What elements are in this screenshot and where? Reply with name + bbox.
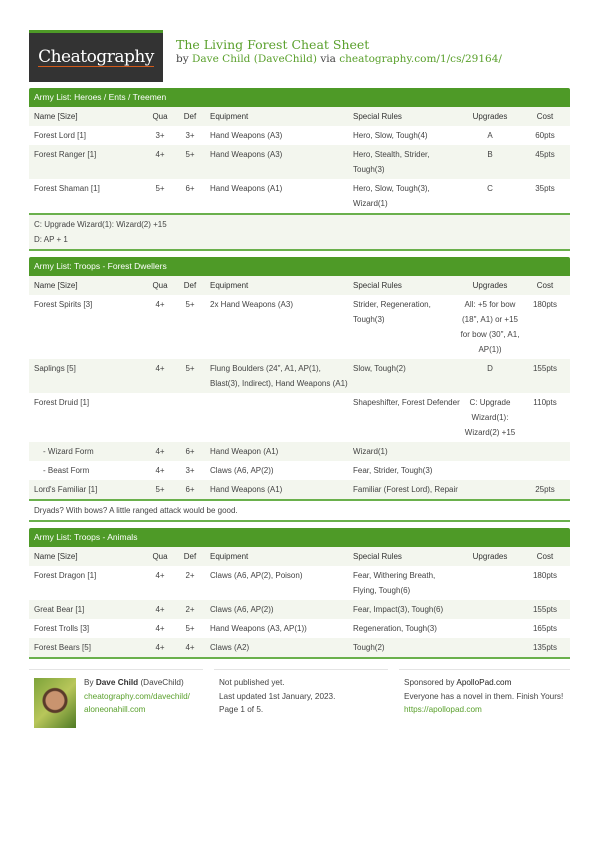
column-header: Qua xyxy=(152,552,168,561)
table-cell: Hand Weapons (A3) xyxy=(210,131,283,140)
table-cell: Forest Spirits [3] xyxy=(34,300,93,309)
column-header: Qua xyxy=(152,281,168,290)
table-cell: 4+ xyxy=(185,643,195,652)
column-header: Name [Size] xyxy=(34,281,78,290)
table-cell: 2+ xyxy=(185,605,195,614)
table-cell: Hand Weapon (A1) xyxy=(210,447,279,456)
table-cell xyxy=(460,442,520,461)
section-title: Army List: Troops - Forest Dwellers xyxy=(29,257,570,276)
table-cell: 3+ xyxy=(155,131,165,140)
table-cell: 6+ xyxy=(185,485,195,494)
table-cell xyxy=(520,461,570,480)
column-header: Qua xyxy=(152,112,168,121)
table-cell: 2x Hand Weapons (A3) xyxy=(210,300,294,309)
table-cell: Hand Weapons (A3, AP(1)) xyxy=(210,624,307,633)
table-cell: Claws (A6, AP(2)) xyxy=(210,605,274,614)
table-row xyxy=(29,600,570,619)
column-header: Special Rules xyxy=(353,552,402,561)
table-cell: Regeneration, Tough(3) xyxy=(353,624,437,633)
table-cell: Familiar (Forest Lord), Repair xyxy=(353,485,458,494)
author-website-link[interactable]: aloneonahill.com xyxy=(84,705,146,714)
section-animals xyxy=(29,528,570,659)
table-cell: All: +5 for bow (18", A1) or +15 for bow (30", A1, AP(1)) xyxy=(460,300,520,354)
table-cell: Forest Druid [1] xyxy=(34,398,90,407)
footer xyxy=(29,669,570,749)
table-cell: Forest Lord [1] xyxy=(34,131,87,140)
table-cell: C: Upgrade Wizard(1): Wizard(2) +15 xyxy=(464,398,516,437)
column-header: Special Rules xyxy=(353,112,402,121)
author-profile-link[interactable]: cheatography.com/davechild/ xyxy=(84,691,190,701)
table-cell: 2+ xyxy=(185,571,195,580)
author-link[interactable]: Dave Child (DaveChild) xyxy=(192,53,317,65)
table-row xyxy=(29,461,570,480)
table-cell: Tough(2) xyxy=(353,643,385,652)
section-notes xyxy=(29,213,570,251)
table-cell: 4+ xyxy=(155,447,165,456)
table-row xyxy=(29,393,570,442)
table-cell xyxy=(460,566,520,600)
table-cell: Forest Ranger [1] xyxy=(34,150,97,159)
table-cell: 4+ xyxy=(155,300,165,309)
last-updated: Last updated 1st January, 2023. xyxy=(219,691,336,701)
table-cell: Forest Dragon [1] xyxy=(34,571,97,580)
table-cell: 135pts xyxy=(532,643,558,652)
table-cell: Hand Weapons (A3) xyxy=(210,150,283,159)
table-cell xyxy=(145,393,175,442)
table-cell: 3+ xyxy=(185,131,195,140)
table-cell: Great Bear [1] xyxy=(34,605,85,614)
cheatography-logo[interactable] xyxy=(29,30,163,82)
logo-text: Cheatography xyxy=(38,47,154,67)
page-header xyxy=(0,0,600,88)
table-cell xyxy=(520,442,570,461)
army-table xyxy=(29,547,570,657)
table-cell: Slow, Tough(2) xyxy=(353,364,406,373)
table-cell: 4+ xyxy=(155,605,165,614)
section-divider xyxy=(29,657,570,659)
table-cell: 5+ xyxy=(155,184,165,193)
table-cell: 155pts xyxy=(532,605,558,614)
sheet-url-link[interactable]: cheatography.com/1/cs/29164/ xyxy=(339,53,502,65)
table-cell: 4+ xyxy=(155,150,165,159)
table-row xyxy=(29,359,570,393)
publish-status: Not published yet. xyxy=(219,678,285,687)
table-cell: Claws (A2) xyxy=(210,643,250,652)
author-handle: (DaveChild) xyxy=(140,678,184,687)
column-header: Def xyxy=(183,552,197,561)
table-cell: Hero, Slow, Tough(3), Wizard(1) xyxy=(353,184,430,208)
column-header: Upgrades xyxy=(472,552,508,561)
table-cell: Forest Bears [5] xyxy=(34,643,91,652)
table-cell: 5+ xyxy=(185,300,195,309)
army-table xyxy=(29,107,570,213)
table-cell: 3+ xyxy=(185,466,195,475)
table-cell: Claws (A6, AP(2)) xyxy=(210,466,274,475)
column-header: Equipment xyxy=(210,112,249,121)
footer-author xyxy=(29,669,203,717)
table-cell: Forest Trolls [3] xyxy=(34,624,90,633)
table-cell: 5+ xyxy=(185,150,195,159)
author-avatar xyxy=(34,678,76,728)
column-header: Cost xyxy=(536,112,554,121)
table-cell: 5+ xyxy=(185,624,195,633)
column-header: Equipment xyxy=(210,281,249,290)
table-row xyxy=(29,566,570,600)
table-row xyxy=(29,126,570,145)
table-cell: Strider, Regeneration, Tough(3) xyxy=(353,300,431,324)
column-header: Equipment xyxy=(210,552,249,561)
table-cell: Wizard(1) xyxy=(353,447,388,456)
sponsor-text: Everyone has a novel in them. Finish Yours! xyxy=(404,691,564,701)
author-by: By xyxy=(84,678,94,687)
table-cell: 25pts xyxy=(535,485,555,494)
table-cell: 6+ xyxy=(185,184,195,193)
table-cell: C xyxy=(487,184,493,193)
table-row xyxy=(29,145,570,179)
page-number: Page 1 of 5. xyxy=(219,705,264,714)
table-cell: Saplings [5] xyxy=(34,364,76,373)
table-cell: B xyxy=(487,150,493,159)
table-cell: Forest Shaman [1] xyxy=(34,184,100,193)
table-cell: Fear, Strider, Tough(3) xyxy=(353,466,433,475)
table-cell: Hero, Slow, Tough(4) xyxy=(353,131,428,140)
table-cell: A xyxy=(487,131,493,140)
table-row xyxy=(29,480,570,499)
table-row xyxy=(29,638,570,657)
table-cell: Hero, Stealth, Strider, Tough(3) xyxy=(353,150,430,174)
footer-status xyxy=(214,669,388,717)
byline xyxy=(176,53,502,65)
table-cell xyxy=(460,480,520,499)
table-cell: Fear, Withering Breath, Flying, Tough(6) xyxy=(353,571,436,595)
table-cell xyxy=(460,600,520,619)
table-cell: 155pts xyxy=(532,364,558,373)
byline-via: via xyxy=(320,53,336,65)
table-cell: 4+ xyxy=(155,643,165,652)
column-header: Upgrades xyxy=(472,112,508,121)
table-cell xyxy=(460,638,520,657)
table-cell: 180pts xyxy=(532,571,558,580)
byline-by: by xyxy=(176,53,189,65)
table-cell xyxy=(460,619,520,638)
table-cell: Fear, Impact(3), Tough(6) xyxy=(353,605,444,614)
table-cell: Hand Weapons (A1) xyxy=(210,485,283,494)
table-cell: 110pts xyxy=(533,398,557,407)
note-line: Dryads? With bows? A little ranged attack would be good. xyxy=(34,506,238,515)
table-header-row xyxy=(29,276,570,295)
table-cell: 4+ xyxy=(155,624,165,633)
table-cell: Claws (A6, AP(2), Poison) xyxy=(210,571,303,580)
footer-sponsor xyxy=(399,669,570,717)
table-cell: 5+ xyxy=(185,364,195,373)
table-cell: - Wizard Form xyxy=(43,447,94,456)
sponsor-prefix: Sponsored by xyxy=(404,678,455,687)
column-header: Def xyxy=(183,281,197,290)
section-heroes xyxy=(29,88,570,251)
table-cell: 4+ xyxy=(155,364,165,373)
table-cell xyxy=(205,393,348,442)
table-row xyxy=(29,619,570,638)
column-header: Cost xyxy=(536,552,554,561)
table-cell: 5+ xyxy=(155,485,165,494)
table-cell xyxy=(175,393,205,442)
section-forest-dwellers xyxy=(29,257,570,522)
section-title: Army List: Heroes / Ents / Treemen xyxy=(29,88,570,107)
table-cell: D xyxy=(487,364,493,373)
column-header: Def xyxy=(183,112,197,121)
section-title: Army List: Troops - Animals xyxy=(29,528,570,547)
table-cell: Lord's Familiar [1] xyxy=(34,485,98,494)
column-header: Upgrades xyxy=(472,281,508,290)
sponsor-name: ApolloPad.com xyxy=(456,678,512,687)
sponsor-link[interactable]: https://apollopad.com xyxy=(404,705,482,714)
table-cell: 35pts xyxy=(535,184,555,193)
section-notes xyxy=(29,499,570,522)
army-table xyxy=(29,276,570,499)
table-cell: Shapeshifter, Forest Defender xyxy=(353,398,460,407)
table-header-row xyxy=(29,547,570,566)
column-header: Cost xyxy=(536,281,554,290)
table-row xyxy=(29,179,570,213)
note-line: C: Upgrade Wizard(1): Wizard(2) +15 xyxy=(34,220,167,229)
note-line: D: AP + 1 xyxy=(34,235,68,244)
table-cell: 60pts xyxy=(535,131,555,140)
table-row xyxy=(29,442,570,461)
column-header: Name [Size] xyxy=(34,552,78,561)
table-cell: Flung Boulders (24", A1, AP(1), Blast(3), Indirect), Hand Weapons (A1) xyxy=(210,364,348,388)
table-cell: 180pts xyxy=(532,300,558,309)
table-cell: 165pts xyxy=(532,624,558,633)
table-row xyxy=(29,295,570,359)
table-cell: 6+ xyxy=(185,447,195,456)
table-cell: 45pts xyxy=(535,150,555,159)
table-cell: 4+ xyxy=(155,571,165,580)
column-header: Special Rules xyxy=(353,281,402,290)
table-cell xyxy=(460,461,520,480)
table-cell: - Beast Form xyxy=(43,466,90,475)
table-cell: Hand Weapons (A1) xyxy=(210,184,283,193)
table-cell: 4+ xyxy=(155,466,165,475)
column-header: Name [Size] xyxy=(34,112,78,121)
page-title: The Living Forest Cheat Sheet xyxy=(176,37,370,52)
table-header-row xyxy=(29,107,570,126)
author-name: Dave Child xyxy=(95,678,139,687)
